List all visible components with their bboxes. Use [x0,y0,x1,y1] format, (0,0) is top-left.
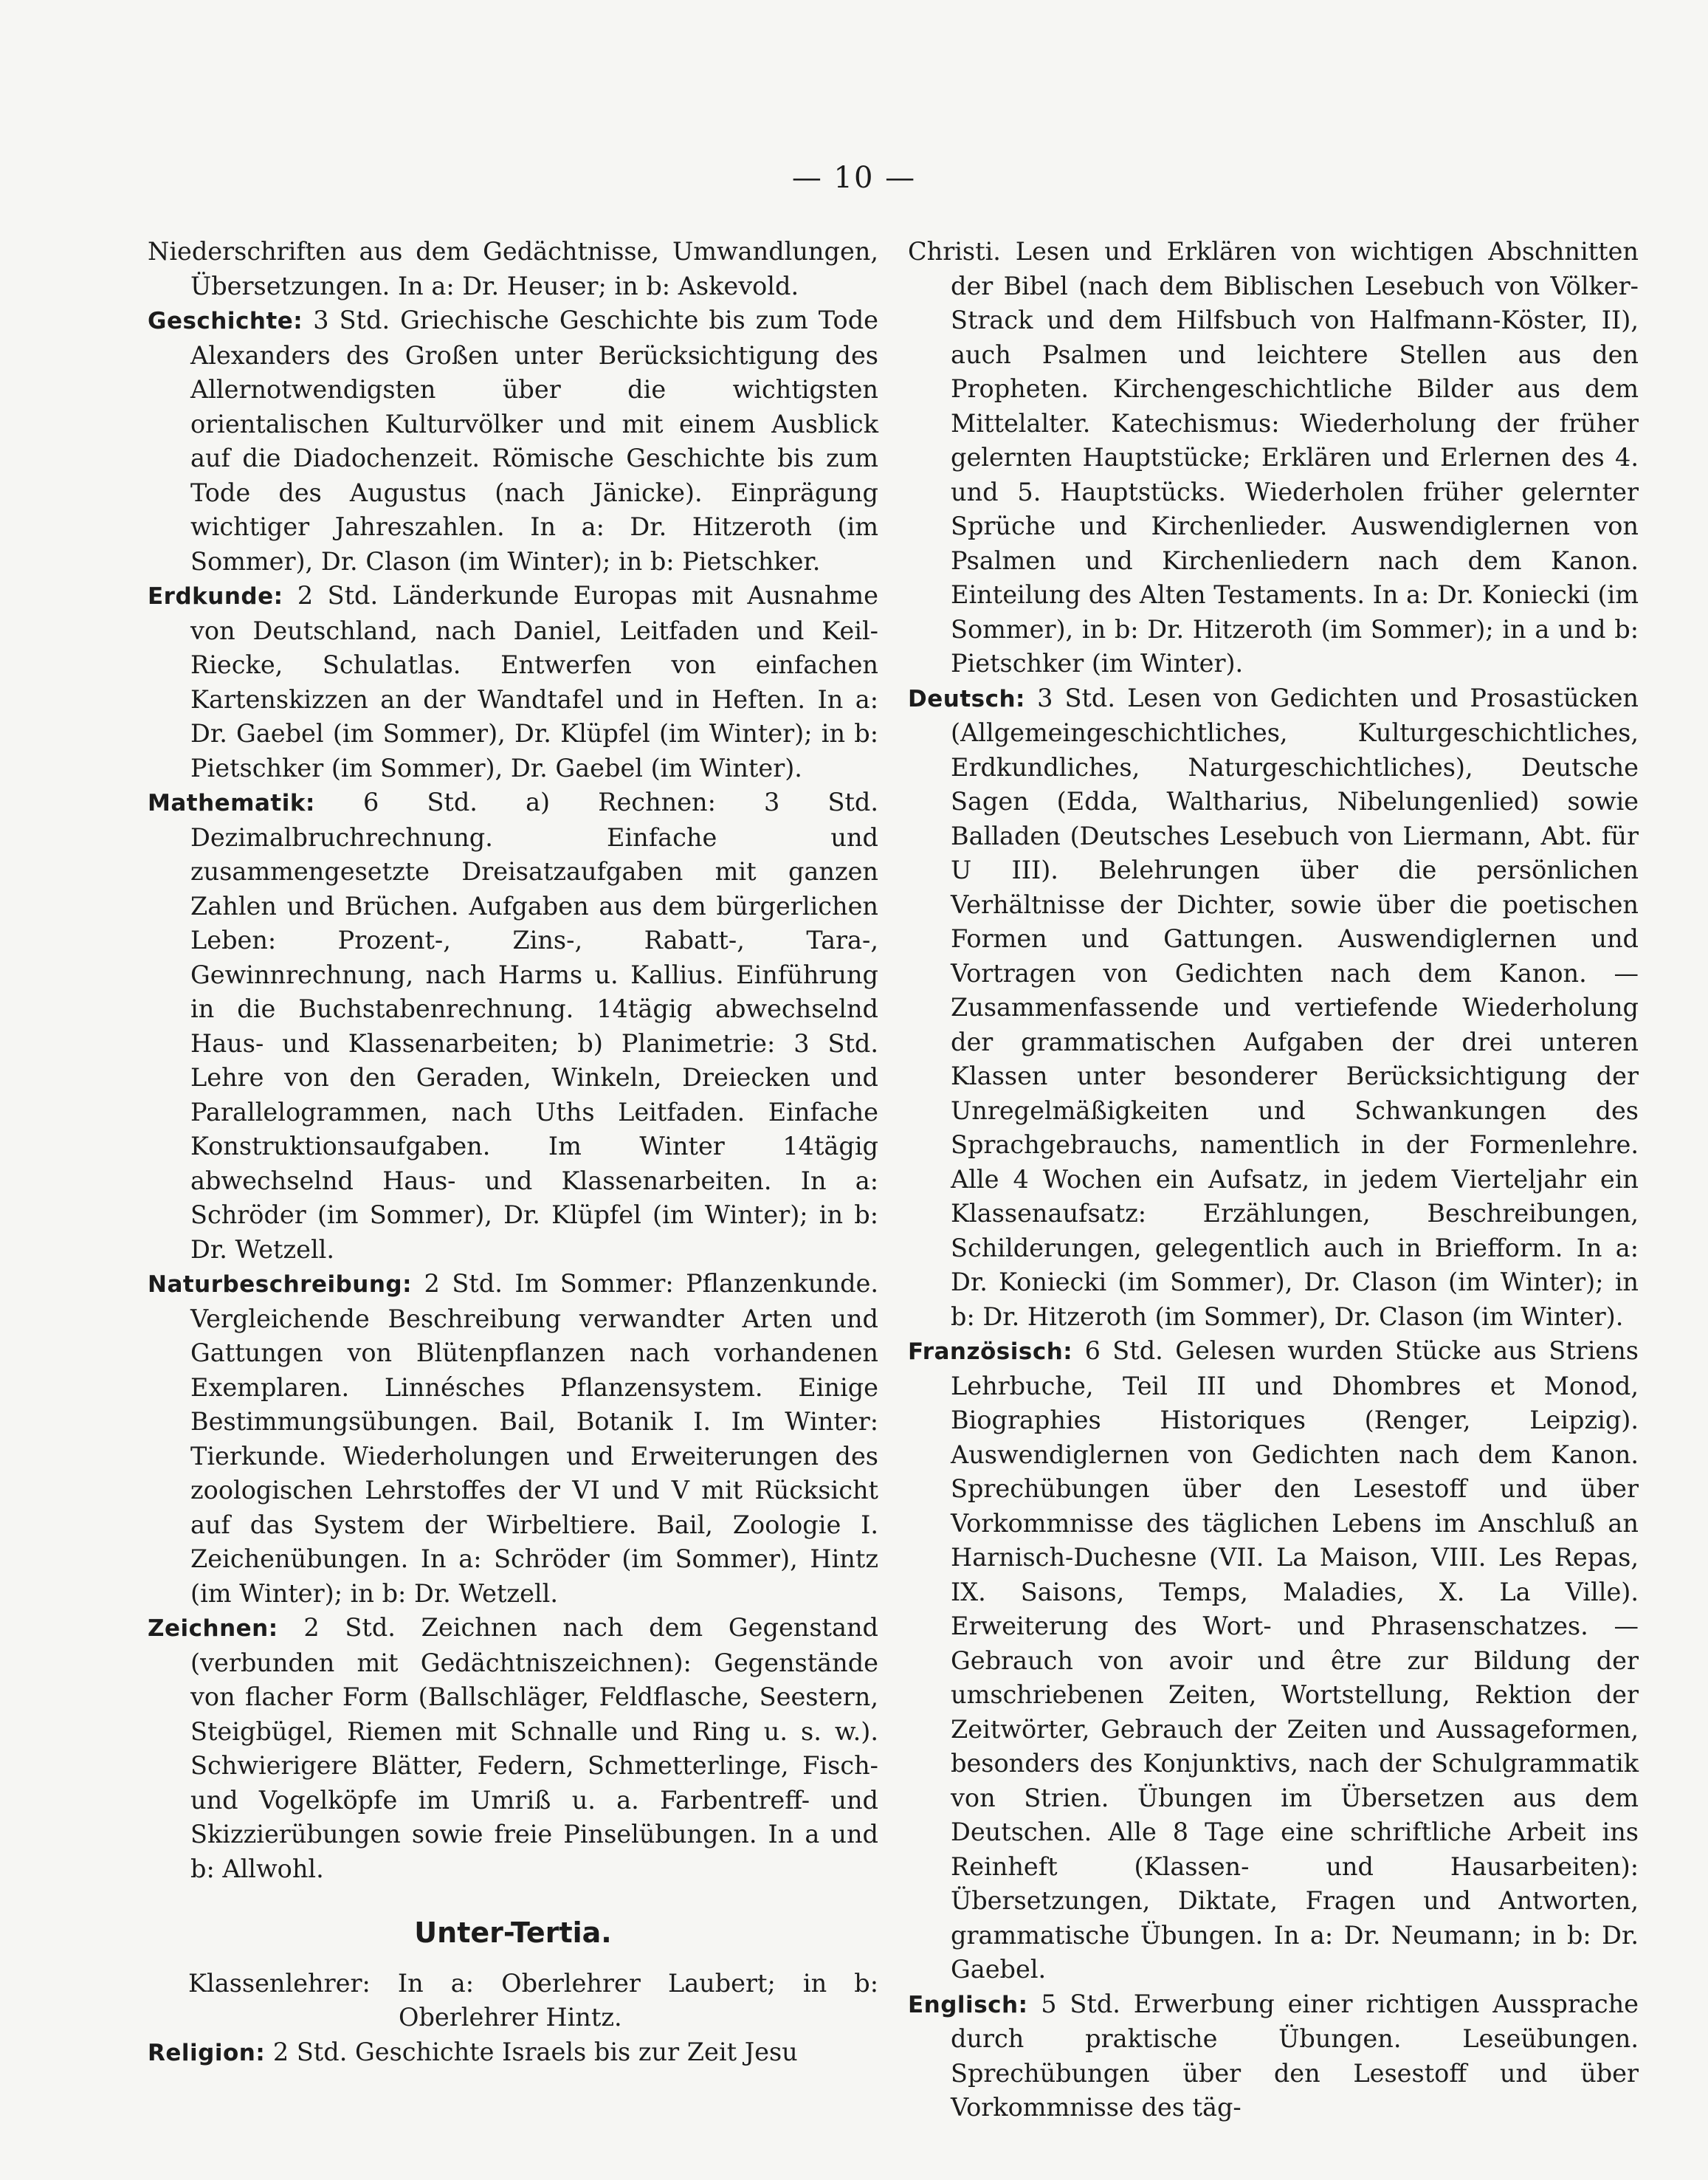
paragraph-text: 2 Std. Länderkunde Europas mit Ausnahme von Deutschland, nach Daniel, Leitfaden und Keil-Riecke, Schulatlas. Entwerfen von einfachen Kartenskizzen an der Wandtafel und in Heften. In a: Dr. Gaebel (im Sommer), Dr. Klüpfel (im Winter); in b: Pietschker (im Sommer), Dr. Gaebel (im Winter). [190,581,878,783]
page-number: — 10 — [791,161,917,195]
paragraph-uebersetzungen [148,235,878,303]
section-title: Unter-Tertia. [414,1916,612,1949]
paragraph-text: 2 Std. Geschichte Israels bis zur Zeit Jesu [265,2037,798,2066]
paragraph-deutsch [908,681,1639,1335]
right-column [908,235,1639,2125]
subject-heading: Naturbeschreibung: [148,1271,413,1298]
left-column [148,235,878,2070]
paragraph-naturbeschreibung [148,1267,878,1611]
subject-heading: Erdkunde: [148,583,283,610]
paragraph-text: 6 Std. Gelesen wurden Stücke aus Striens Lehrbuche, Teil III und Dhombres et Monod, Biographies Historiques (Renger, Leipzig). Auswendiglernen von Gedichten nach dem Kanon. Sprechübungen über den Lesestoff und über Vorkommnisse des täglichen Lebens im Anschluß an Harnisch-Duchesne (VII. La Maison, VIII. Les Repas, IX. Saisons, Temps, Maladies, X. La Ville). Erweiterung des Wort- und Phrasenschatzes. — Gebrauch von avoir und être zur Bildung der umschriebenen Zeiten, Wortstellung, Rektion der Zeitwörter, Gebrauch der Zeiten und Aussageformen, besonders des Konjunktivs, nach der Schulgrammatik von Strien. Übungen im Übersetzen aus dem Deutschen. Alle 8 Tage eine schriftliche Arbeit ins Reinheft (Klassen- und Hausarbeiten): Übersetzungen, Diktate, Fragen und Antworten, grammatische Übungen. In a: Dr. Neumann; in b: Dr. Gaebel. [951,1336,1639,1984]
paragraph-mathematik [148,785,878,1267]
paragraph-religion-continued [908,235,1639,681]
paragraph-text: 2 Std. Zeichnen nach dem Gegenstand (verbunden mit Gedächtniszeichnen): Gegenstände von flacher Form (Ballschläger, Feldflasche, Seestern, Steigbügel, Riemen mit Schnalle und Ring u. s. w.). Schwierigere Blätter, Federn, Schmetterlinge, Fisch- und Vogelköpfe im Umriß u. a. Farbentreff- und Skizzierübungen sowie freie Pinselübungen. In a und b: Allwohl. [190,1613,878,1883]
paragraph-text: 3 Std. Griechische Geschichte bis zum Tode Alexanders des Großen unter Berücksichtigung des Allernotwendigsten über die wichtigsten orientalischen Kulturvölker und mit einem Ausblick auf die Diadochenzeit. Römische Geschichte bis zum Tode des Augustus (nach Jänicke). Einprägung wichtiger Jahreszahlen. In a: Dr. Hitzeroth (im Sommer), Dr. Clason (im Winter); in b: Pietschker. [190,306,878,576]
paragraph-text: 6 Std. a) Rechnen: 3 Std. Dezimalbruchrechnung. Einfache und zusammengesetzte Dreisatzaufgaben mit ganzen Zahlen und Brüchen. Aufgaben aus dem bürgerlichen Leben: Prozent-, Zins-, Rabatt-, Tara-, Gewinnrechnung, nach Harms u. Kallius. Einführung in die Buchstabenrechnung. 14tägig abwechselnd Haus- und Klassenarbeiten; b) Planimetrie: 3 Std. Lehre von den Geraden, Winkeln, Dreiecken und Parallelogrammen, nach Uths Leitfaden. Einfache Konstruktionsaufgaben. Im Winter 14tägig abwechselnd Haus- und Klassenarbeiten. In a: Schröder (im Sommer), Dr. Klüpfel (im Winter); in b: Dr. Wetzell. [190,788,878,1264]
paragraph-franzoesisch [908,1334,1639,1987]
paragraph-erdkunde [148,579,878,785]
subject-heading: Deutsch: [908,685,1025,712]
paragraph-geschichte [148,303,878,579]
paragraph-text: Christi. Lesen und Erklären von wichtigen Abschnitten der Bibel (nach dem Biblischen Lesebuch von Völker-Strack und dem Hilfsbuch von Halfmann-Köster, II), auch Psalmen und leichtere Stellen aus den Propheten. Kirchengeschichtliche Bilder aus dem Mittelalter. Katechismus: Wiederholung der früher gelernten Hauptstücke; Erklären und Erlernen des 4. und 5. Hauptstücks. Wiederholen früher gelernter Sprüche und Kirchenlieder. Auswendiglernen von Psalmen und Kirchenliedern nach dem Kanon. Einteilung des Alten Testaments. In a: Dr. Koniecki (im Sommer), in b: Dr. Hitzeroth (im Sommer); in a und b: Pietschker (im Winter). [908,237,1639,678]
subject-heading: Zeichnen: [148,1615,278,1642]
paragraph-text: 3 Std. Lesen von Gedichten und Prosastücken (Allgemeingeschichtliches, Kulturgeschichtliches, Erdkundliches, Naturgeschichtliches), Deutsche Sagen (Edda, Waltharius, Nibelungenlied) sowie Balladen (Deutsches Lesebuch von Liermann, Abt. für U III). Belehrungen über die persönlichen Verhältnisse der Dichter, sowie über die poetischen Formen und Gattungen. Auswendiglernen und Vortragen von Gedichten nach dem Kanon. — Zusammenfassende und vertiefende Wiederholung der grammatischen Aufgaben der drei unteren Klassen unter besonderer Berücksichtigung der Unregelmäßigkeiten und Schwankungen des Sprachgebrauchs, namentlich in der Formenlehre. Alle 4 Wochen ein Aufsatz, in jedem Vierteljahr ein Klassenaufsatz: Erzählungen, Beschreibungen, Schilderungen, gelegentlich auch in Briefform. In a: Dr. Koniecki (im Sommer), Dr. Clason (im Winter); in b: Dr. Hitzeroth (im Sommer), Dr. Clason (im Winter). [951,683,1639,1331]
paragraph-englisch [908,1987,1639,2125]
paragraph-text: 5 Std. Erwerbung einer richtigen Aussprache durch praktische Übungen. Leseübungen. Sprechübungen über den Lesestoff und über Vorkommnisse des täg- [951,1989,1639,2122]
subject-heading: Religion: [148,2039,266,2066]
paragraph-text: Niederschriften aus dem Gedächtnisse, Umwandlungen, Übersetzungen. In a: Dr. Heuser; in b: Askevold. [148,237,878,300]
subject-heading: Englisch: [908,1991,1028,2018]
subject-heading: Französisch: [908,1338,1073,1365]
paragraph-text: 2 Std. Im Sommer: Pflanzenkunde. Vergleichende Beschreibung verwandter Arten und Gattungen von Blütenpflanzen nach vorhandenen Exemplaren. Linnésches Pflanzensystem. Einige Bestimmungsübungen. Bail, Botanik I. Im Winter: Tierkunde. Wiederholungen und Erweiterungen des zoologischen Lehrstoffes der VI und V mit Rücksicht auf das System der Wirbeltiere. Bail, Zoologie I. Zeichenübungen. In a: Schröder (im Sommer), Hintz (im Winter); in b: Dr. Wetzell. [190,1269,878,1608]
paragraph-zeichnen [148,1611,878,1886]
subject-heading: Geschichte: [148,308,303,334]
subject-heading: Mathematik: [148,790,315,816]
paragraph-religion [148,2035,878,2071]
class-teacher-line: Klassenlehrer: In a: Oberlehrer Laubert; in b: Oberlehrer Hintz. [188,1968,878,2032]
